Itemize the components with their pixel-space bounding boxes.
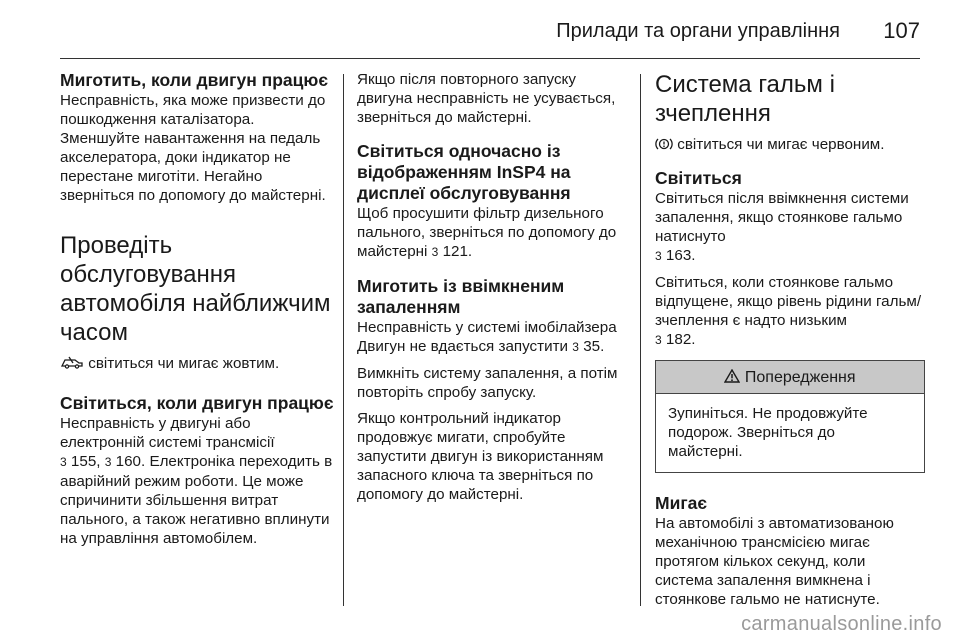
warning-text: Зупиніться. Не продовжуйте подорож. Зверніться до майстерні.	[668, 405, 868, 460]
column-3	[655, 70, 925, 609]
paragraph: Світиться, коли стоянкове гальмо відпущене, якщо рівень рідини гальм/зчеплення є надто низьким 3 182.	[655, 274, 922, 348]
column-divider-2	[640, 74, 641, 606]
reference-arrow-icon: 3	[431, 245, 439, 259]
section-title: Мигає	[655, 493, 708, 513]
paragraph: Несправність у системі імобілайзера Двигун не вдається запустити 3 35.	[357, 319, 617, 355]
brake-warning-icon	[655, 137, 673, 151]
paragraph	[655, 135, 925, 154]
section-title: Світиться	[655, 168, 742, 188]
section-heading: Проведіть обслуговування автомобіля найближчим часом	[60, 232, 331, 346]
warning-triangle-icon	[724, 369, 740, 383]
paragraph: Світиться після ввімкнення системи запалення, якщо стоянкове гальмо натиснуто 3 163.	[655, 190, 909, 264]
page-reference[interactable]: 163	[665, 247, 692, 264]
paragraph: Вимкніть систему запалення, а потім повторіть спробу запуску.	[357, 365, 618, 401]
paragraph	[60, 354, 336, 373]
watermark: carmanualsonline.info	[741, 613, 942, 635]
paragraph: На автомобілі з автоматизованою механічною трансмісією мигає протягом кількох секунд, коли система запалення вимкнена і стоянкове гальмо не натиснуте.	[655, 515, 894, 608]
column-divider-1	[343, 74, 344, 606]
wrench-car-icon	[60, 356, 84, 369]
lamp-description: світиться чи мигає жовтим.	[88, 355, 280, 372]
lamp-description: світиться чи мигає червоним.	[677, 136, 885, 153]
page-reference[interactable]: 155	[70, 453, 97, 470]
page-reference[interactable]: 121	[442, 243, 468, 260]
reference-arrow-icon: 3	[104, 455, 112, 469]
section-title: Світиться одночасно із відображенням InSP4 на дисплеї обслуговування	[357, 141, 571, 203]
reference-arrow-icon: 3	[60, 455, 67, 469]
paragraph: Несправність, яка може призвести до пошкодження каталізатора. Зменшуйте навантаження на педаль акселератора, доки індикатор не перестане миготіти. Негайно зверніться по допомогу до майстерні.	[60, 92, 326, 204]
section-title: Миготить, коли двигун працює	[60, 70, 328, 90]
reference-arrow-icon: 3	[655, 333, 662, 347]
column-1	[60, 70, 336, 548]
paragraph: Несправність у двигуні або електронній системі трансмісії 3 155, 3 160. Електроніка переходить в аварійний режим роботи. Це може спричинити збільшення витрат пального, а також негативно вплинути на управління автомобілем.	[60, 415, 333, 547]
page-reference[interactable]: 160	[115, 453, 141, 470]
paragraph: Якщо контрольний індикатор продовжує мигати, спробуйте запустити двигун із використанням запасного ключа та зверніться по допомогу до майстерні.	[357, 410, 604, 503]
reference-arrow-icon: 3	[572, 340, 579, 354]
warning-box	[655, 360, 925, 473]
paragraph: Щоб просушити фільтр дизельного пального, зверніться по допомогу до майстерні 3 121.	[357, 205, 617, 260]
page-number: 107	[883, 18, 920, 43]
column-2	[357, 70, 629, 504]
header-rule	[60, 58, 920, 59]
page-header	[60, 14, 920, 54]
running-title: Прилади та органи управління	[556, 20, 840, 42]
warning-title: Попередження	[744, 369, 856, 386]
section-heading: Система гальм і зчеплення	[655, 71, 835, 127]
reference-arrow-icon: 3	[655, 249, 662, 263]
page-reference[interactable]: 182	[665, 331, 692, 348]
warning-header	[656, 361, 924, 394]
page-reference[interactable]: 35	[583, 338, 601, 355]
paragraph: Якщо після повторного запуску двигуна несправність не усувається, зверніться до майстерні.	[357, 71, 616, 126]
section-title: Миготить із ввімкненим запаленням	[357, 276, 565, 317]
section-title: Світиться, коли двигун працює	[60, 393, 334, 413]
